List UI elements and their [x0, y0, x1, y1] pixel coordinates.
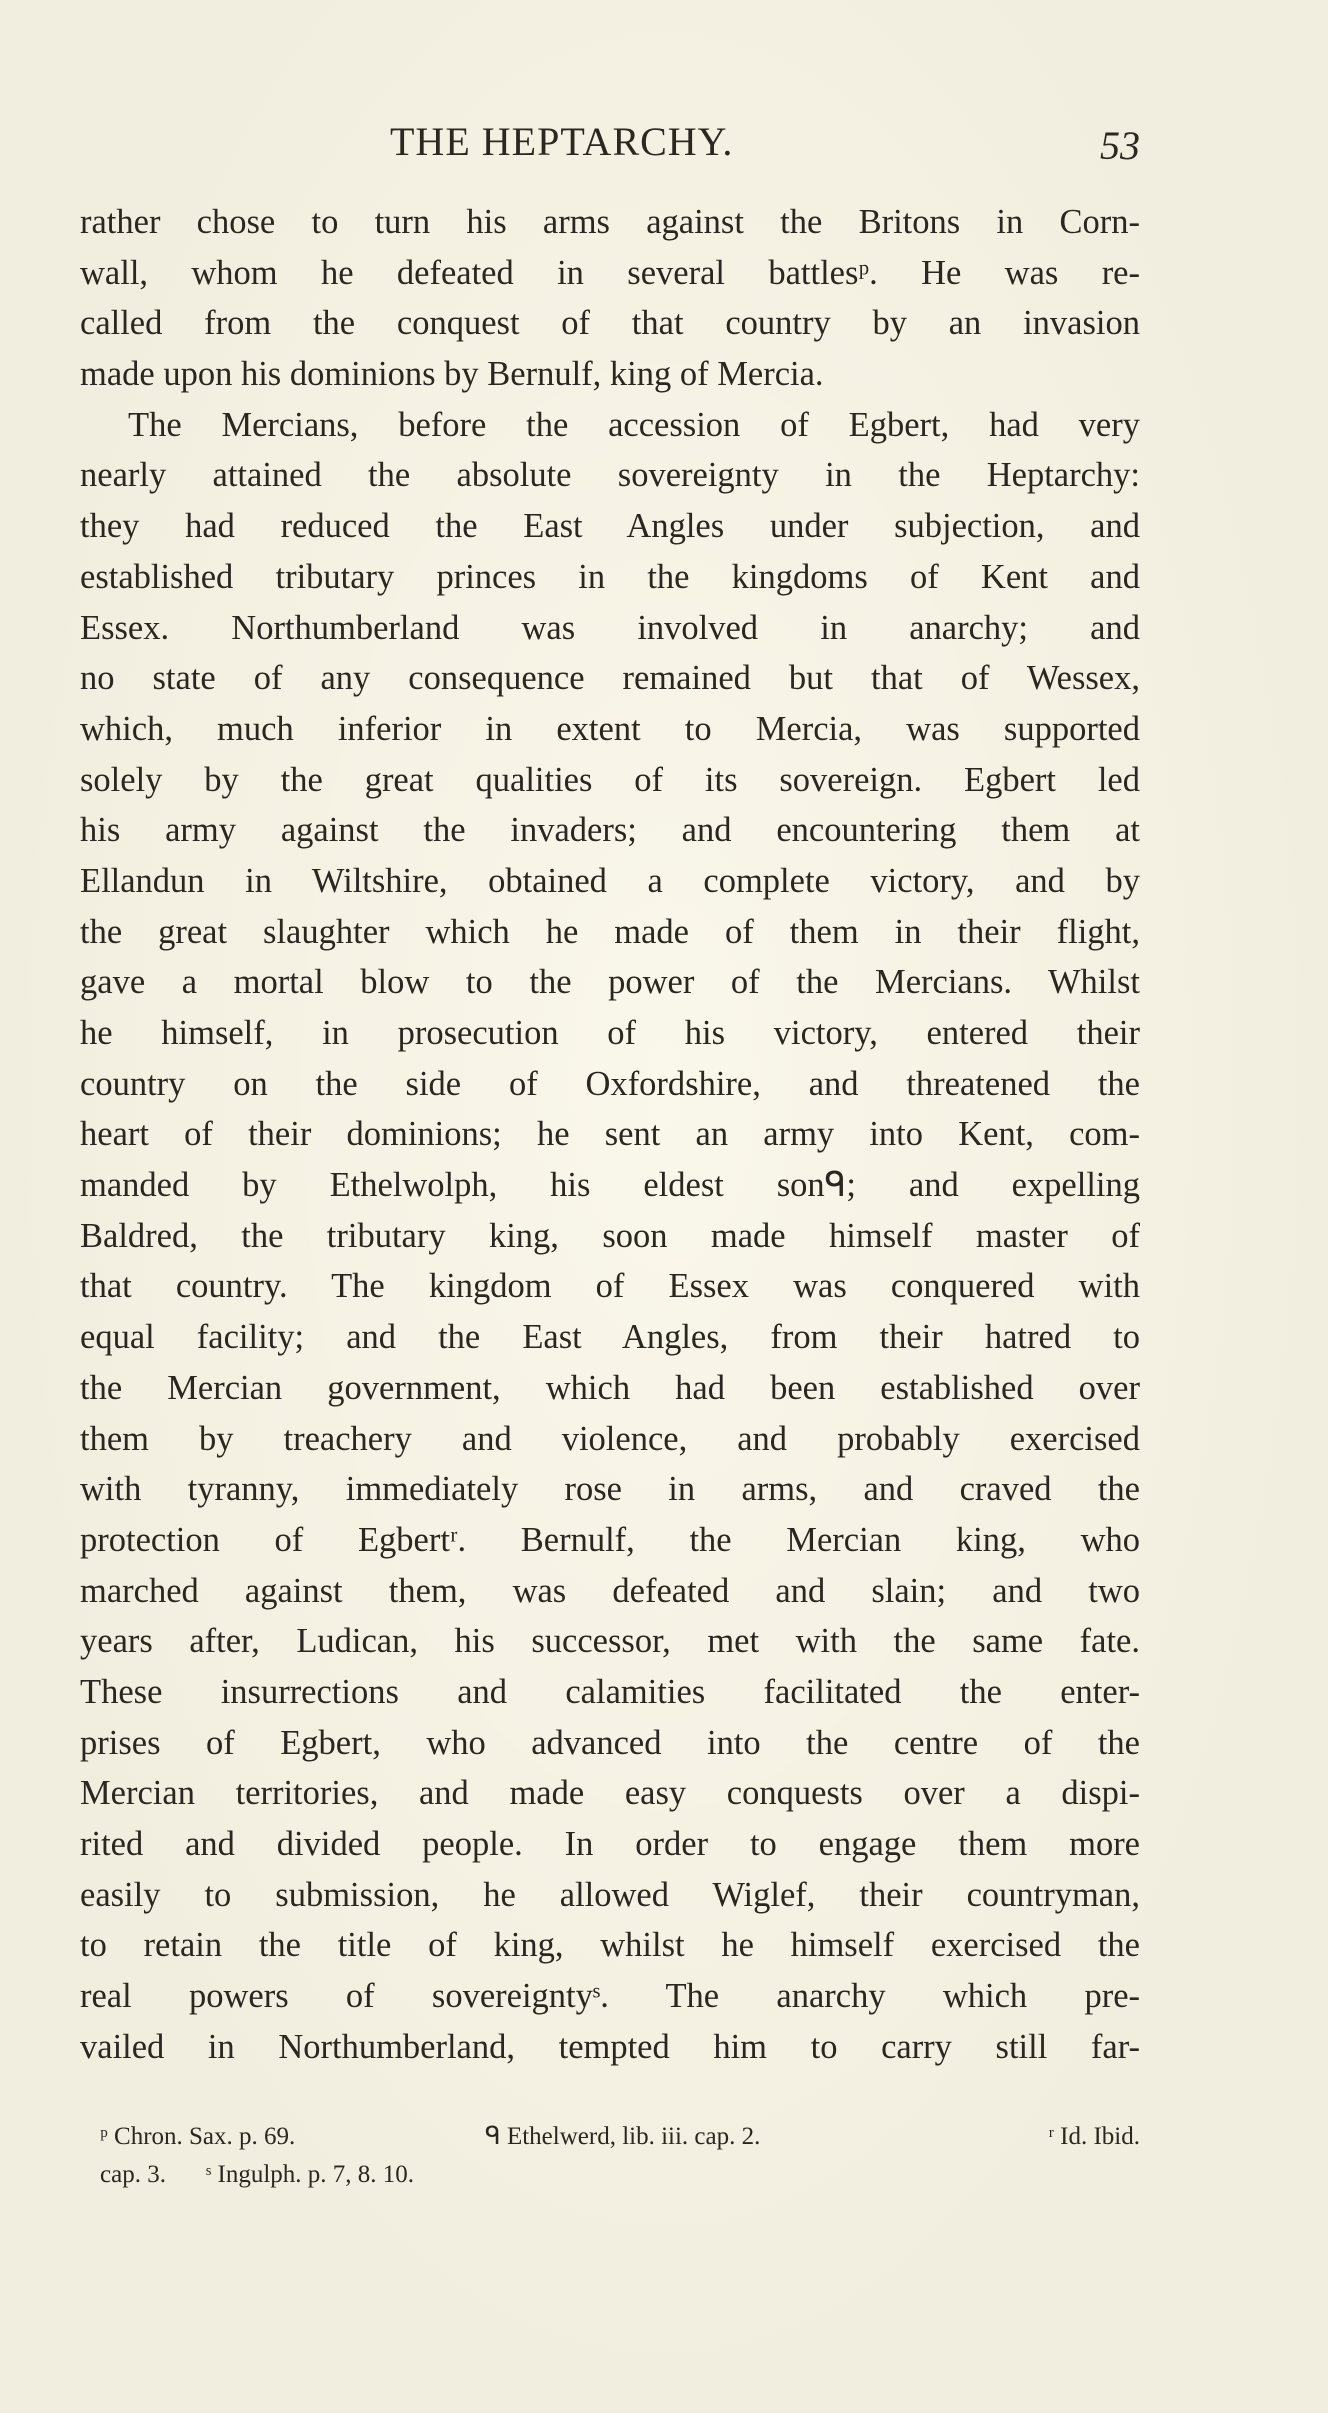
footnote-q: ᑫ Ethelwerd, lib. iii. cap. 2.	[485, 2123, 761, 2150]
text-line: protection of Egbertʳ. Bernulf, the Mercian king, who	[80, 1520, 1140, 1559]
body-text	[80, 197, 1140, 2072]
text-line: established tributary princes in the kingdoms of Kent and	[80, 557, 1140, 596]
text-line: Ellandun in Wiltshire, obtained a complete victory, and by	[80, 861, 1140, 900]
text-line: solely by the great qualities of its sovereign. Egbert led	[80, 760, 1140, 799]
text-line: the Mercian government, which had been established over	[80, 1368, 1140, 1407]
text-line: rather chose to turn his arms against the Britons in Corn-	[80, 203, 1140, 241]
text-line: called from the conquest of that country by an invasion	[80, 304, 1140, 343]
text-line: easily to submission, he allowed Wiglef, their countryman,	[80, 1875, 1140, 1914]
text-line: the great slaughter which he made of them in their flight,	[80, 912, 1140, 951]
text-line: The Mercians, before the accession of Egbert, had very	[128, 405, 1140, 444]
footnote-r: ʳ Id. Ibid.	[1048, 2123, 1140, 2150]
text-line: to retain the title of king, whilst he himself exercised the	[80, 1926, 1140, 1965]
footnote-r-continued: cap. 3.	[100, 2161, 166, 2188]
text-line: prises of Egbert, who advanced into the centre of the	[80, 1723, 1140, 1762]
text-line: heart of their dominions; he sent an army into Kent, com-	[80, 1115, 1140, 1154]
text-line: Essex. Northumberland was involved in anarchy; and	[80, 608, 1140, 647]
text-line: wall, whom he defeated in several battlesᵖ. He was re-	[80, 253, 1140, 292]
text-line: made upon his dominions by Bernulf, king of Mercia.	[80, 355, 824, 394]
text-line: them by treachery and violence, and probably exercised	[80, 1419, 1140, 1458]
text-line: marched against them, was defeated and slain; and two	[80, 1571, 1140, 1610]
running-head: THE HEPTARCHY.	[390, 119, 734, 164]
text-line: real powers of sovereigntyˢ. The anarchy which pre-	[80, 1977, 1140, 2016]
footnote-s: ˢ Ingulph. p. 7, 8. 10.	[205, 2161, 415, 2188]
text-line: nearly attained the absolute sovereignty in the Heptarchy:	[80, 456, 1140, 495]
text-line: which, much inferior in extent to Mercia, was supported	[80, 709, 1140, 748]
text-line: years after, Ludican, his successor, met with the same fate.	[80, 1622, 1140, 1661]
text-line: his army against the invaders; and encountering them at	[80, 811, 1140, 850]
text-line: that country. The kingdom of Essex was conquered with	[80, 1267, 1140, 1306]
text-line: no state of any consequence remained but that of Wessex,	[80, 659, 1140, 698]
text-line: Mercian territories, and made easy conquests over a dispi-	[80, 1774, 1140, 1813]
text-line: rited and divided people. In order to engage them more	[80, 1825, 1140, 1863]
page-header	[80, 118, 1140, 178]
footnote-line	[100, 2156, 1140, 2194]
text-line: they had reduced the East Angles under subjection, and	[80, 507, 1140, 546]
text-line: with tyranny, immediately rose in arms, and craved the	[80, 1470, 1140, 1509]
text-line: country on the side of Oxfordshire, and threatened the	[80, 1064, 1140, 1103]
text-line: gave a mortal blow to the power of the Mercians. Whilst	[80, 963, 1140, 1002]
text-line: These insurrections and calamities facilitated the enter-	[80, 1672, 1140, 1711]
text-line: Baldred, the tributary king, soon made himself master of	[80, 1216, 1140, 1255]
footnote-line	[100, 2118, 1140, 2156]
text-line: vailed in Northumberland, tempted him to carry still far-	[80, 2027, 1140, 2066]
footnotes	[100, 2118, 1140, 2194]
page-number: 53	[1100, 123, 1140, 168]
footnote-p: ᵖ Chron. Sax. p. 69.	[100, 2123, 296, 2150]
text-line: he himself, in prosecution of his victory, entered their	[80, 1014, 1140, 1052]
text-line: manded by Ethelwolph, his eldest sonᑫ; and expelling	[80, 1166, 1140, 1205]
text-line: equal facility; and the East Angles, from their hatred to	[80, 1318, 1140, 1357]
